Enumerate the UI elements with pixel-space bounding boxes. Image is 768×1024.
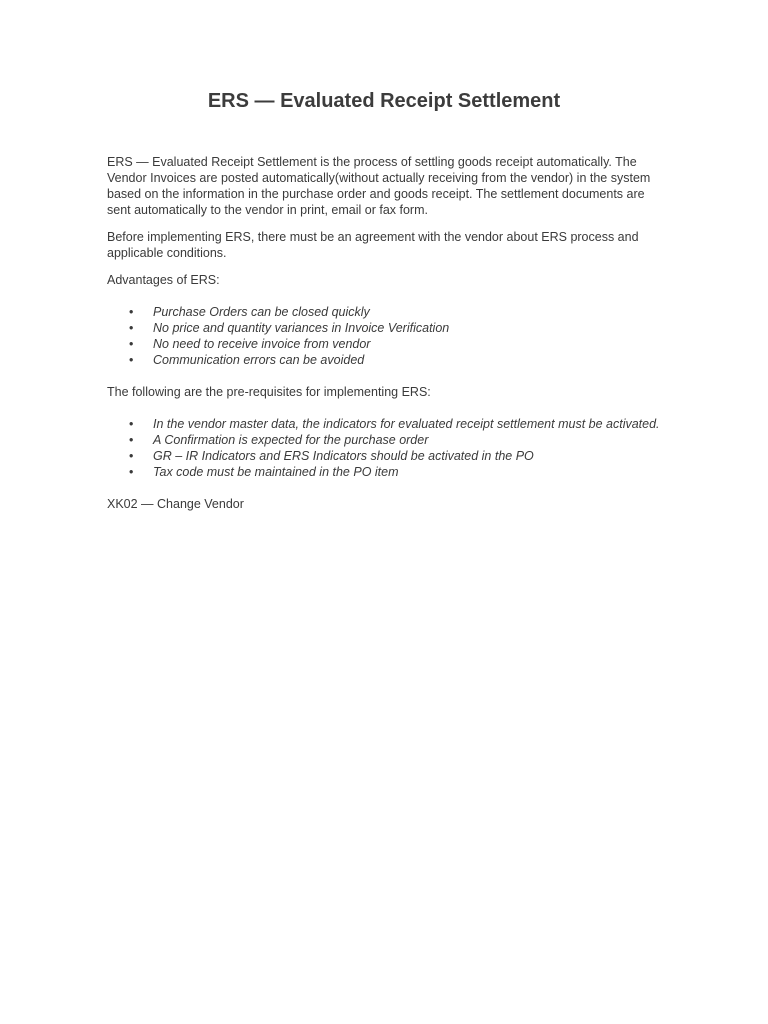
document-body: [107, 154, 667, 523]
list-item: [129, 352, 667, 368]
bullet-icon: •: [129, 465, 134, 479]
bullet-icon: •: [129, 417, 134, 431]
transaction-paragraph: XK02 — Change Vendor: [107, 497, 244, 511]
list-item-text: In the vendor master data, the indicators for evaluated receipt settlement must be activated.: [153, 417, 660, 431]
page-title: ERS — Evaluated Receipt Settlement: [207, 90, 561, 112]
list-item-text: No price and quantity variances in Invoice Verification: [153, 321, 450, 335]
intro-paragraph: ERS — Evaluated Receipt Settlement is the process of settling goods receipt automatically. The Vendor Invoices are posted automatically(without actually receiving from the vendor) in the system based on the information in the purchase order and goods receipt. The settlement documents are sent automatically to the vendor in print, email or fax form.: [107, 155, 651, 217]
advantages-list: [107, 304, 667, 368]
list-item-text: Tax code must be maintained in the PO item: [153, 465, 399, 479]
bullet-icon: •: [129, 337, 134, 351]
list-item-text: Purchase Orders can be closed quickly: [153, 305, 370, 319]
advantages-heading: Advantages of ERS:: [107, 273, 220, 287]
list-item: [129, 320, 667, 336]
list-item: [129, 448, 667, 464]
bullet-icon: •: [129, 305, 134, 319]
list-item: [129, 464, 667, 480]
list-item: [129, 304, 667, 320]
prerequisites-heading: The following are the pre-requisites for implementing ERS:: [107, 385, 431, 399]
list-item-text: No need to receive invoice from vendor: [153, 337, 371, 351]
list-item-text: GR – IR Indicators and ERS Indicators should be activated in the PO: [153, 449, 534, 463]
list-item-text: Communication errors can be avoided: [153, 353, 365, 367]
bullet-icon: •: [129, 353, 134, 367]
list-item: [129, 416, 667, 432]
bullet-icon: •: [129, 321, 134, 335]
list-item: [129, 432, 667, 448]
bullet-icon: •: [129, 433, 134, 447]
list-item: [129, 336, 667, 352]
prerequisites-list: [107, 416, 667, 480]
agreement-paragraph: Before implementing ERS, there must be an agreement with the vendor about ERS process and applicable conditions.: [107, 230, 639, 260]
bullet-icon: •: [129, 449, 134, 463]
list-item-text: A Confirmation is expected for the purchase order: [153, 433, 429, 447]
